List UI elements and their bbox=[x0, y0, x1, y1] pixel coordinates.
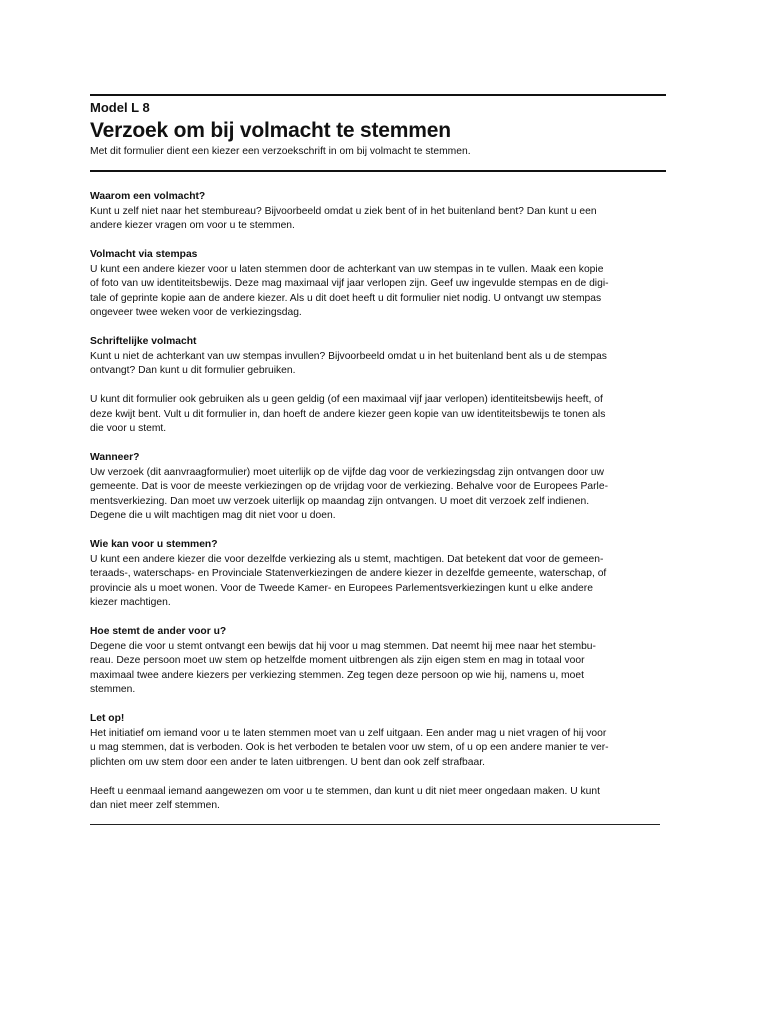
section-paragraph: Uw verzoek (dit aanvraagformulier) moet uiterlijk op de vijfde dag voor de verkiezingsdag zijn ontvangen door uw gemeente. Dat is voor de meeste verkiezingen op de vrijdag voor de verkiezing. Behalve voor de Europees Parle- mentsverkiezing. Dan moet uw verzoek uiterlijk op maandag zijn ontvangen. U moet dit verzoek zelf indienen. Degene die u wilt machtigen mag dit niet voor u doen. bbox=[90, 466, 608, 521]
section bbox=[90, 538, 680, 611]
section-paragraph: U kunt dit formulier ook gebruiken als u geen geldig (of een maximaal vijf jaar verlopen) identiteitsbewijs heeft, of deze kwijt bent. Vult u dit formulier in, dan hoeft de andere kiezer geen kopie van uw identiteitsbewijs te tonen als die voor u stemt. bbox=[90, 394, 606, 434]
section bbox=[90, 335, 680, 437]
bottom-rule bbox=[90, 824, 660, 825]
section bbox=[90, 248, 680, 321]
section-paragraph: U kunt een andere kiezer die voor dezelfde verkiezing als u stemt, machtigen. Dat betekent dat voor de gemeen- teraads-, waterschaps- en Provinciale Statenverkiezingen de andere kiezer in dezelfde gemeente, waterschap, of provincie als u moet wonen. Voor de Tweede Kamer- en Europees Parlementsverkiezingen kunt u elke andere kiezer machtigen. bbox=[90, 553, 607, 608]
section-heading: Wanneer? bbox=[90, 452, 140, 463]
section bbox=[90, 451, 680, 524]
page-title: Verzoek om bij volmacht te stemmen bbox=[90, 119, 451, 142]
document-body bbox=[90, 190, 680, 828]
section-paragraph: Het initiatief om iemand voor u te laten stemmen moet van u zelf uitgaan. Een ander mag u niet vragen of hij voor u mag stemmen, dat is verboden. Ook is het verboden te betalen voor uw stem, of u op een andere manier te ver- plichten om uw stem door een ander te laten uitbrengen. U bent dan ook zelf strafbaar. bbox=[90, 727, 609, 768]
section-heading: Schriftelijke volmacht bbox=[90, 336, 197, 347]
intro-rule bbox=[90, 170, 666, 172]
section bbox=[90, 712, 680, 814]
section-paragraph: Degene die voor u stemt ontvangt een bewijs dat hij voor u mag stemmen. Dat neemt hij mee naar het stembu- reau. Deze persoon moet uw stem op hetzelfde moment uitbrengen als zijn eigen stem en mag in totaal voor maximaal twee andere kiezers per verkiezing stemmen. Zeg tegen deze persoon op wie hij, namens u, moet stemmen. bbox=[90, 640, 596, 695]
section-paragraph: Kunt u niet de achterkant van uw stempas invullen? Bijvoorbeeld omdat u in het buitenland bent als u de stempas ontvangt? Dan kunt u dit formulier gebruiken. bbox=[90, 350, 607, 376]
form-model-label: Model L 8 bbox=[90, 100, 150, 115]
section-paragraph: Heeft u eenmaal iemand aangewezen om voor u te stemmen, dan kunt u dit niet meer ongedaan maken. U kunt dan niet meer zelf stemmen. bbox=[90, 785, 600, 811]
section bbox=[90, 625, 680, 698]
section-paragraph: Kunt u zelf niet naar het stembureau? Bijvoorbeeld omdat u ziek bent of in het buitenland bent? Dan kunt u een andere kiezer vragen om voor u te stemmen. bbox=[90, 205, 597, 231]
section bbox=[90, 190, 680, 234]
section-heading: Hoe stemt de ander voor u? bbox=[90, 626, 227, 637]
section-heading: Wie kan voor u stemmen? bbox=[90, 539, 218, 550]
section-heading: Waarom een volmacht? bbox=[90, 191, 206, 202]
section-paragraph: U kunt een andere kiezer voor u laten stemmen door de achterkant van uw stempas in te vullen. Maak een kopie of foto van uw identiteitsbewijs. Deze mag maximaal vijf jaar verlopen zijn. Geef uw ingevulde stempas en de digi- tale of geprinte kopie aan de andere kiezer. Als u dit doet heeft u dit formulier niet nodig. U ontvangt uw stempas ongeveer twee weken voor de verkiezingsdag. bbox=[90, 263, 609, 318]
section-heading: Let op! bbox=[90, 713, 125, 724]
section-heading: Volmacht via stempas bbox=[90, 249, 198, 260]
intro-text: Met dit formulier dient een kiezer een verzoekschrift in om bij volmacht te stemmen. bbox=[90, 146, 471, 157]
top-rule bbox=[90, 94, 666, 96]
